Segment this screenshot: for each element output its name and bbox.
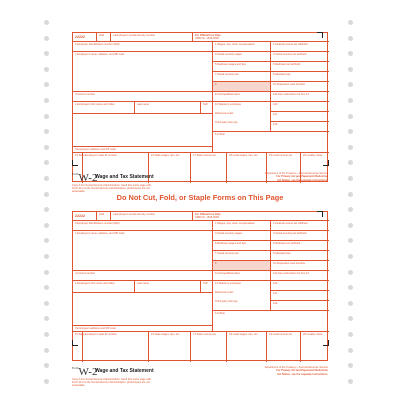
box3-label: 3 Social security wages [215, 232, 243, 235]
registration-mark [72, 340, 78, 346]
tractor-feed-hole [44, 160, 49, 165]
tractor-feed-hole [348, 238, 353, 243]
tractor-feed-hole [44, 51, 49, 56]
tractor-feed-hole [348, 129, 353, 134]
box12c-label: 12c [273, 292, 278, 295]
box16-label: 16 State wages, tips, etc. [151, 154, 180, 157]
box17-field[interactable] [191, 332, 227, 362]
box14-field[interactable] [213, 311, 329, 332]
void-label: Void [99, 34, 105, 37]
box17-label: 17 State income tax [193, 154, 216, 157]
box11-label: 11 Nonqualified plans [215, 272, 240, 275]
box1-field[interactable] [213, 221, 271, 231]
ein-label: b Employer identification number (EIN) [75, 43, 120, 46]
last-name-label: Last name [137, 282, 150, 285]
box20-field[interactable] [301, 332, 329, 362]
box8-label: 8 Allocated tips [273, 252, 291, 255]
tractor-feed-hole [348, 348, 353, 353]
box12b-label: 12b [273, 282, 278, 285]
w2-logo [72, 366, 97, 378]
box10-field[interactable] [271, 261, 329, 271]
box10-label: 10 Dependent care benefits [273, 83, 305, 86]
box20-label: 20 Locality name [303, 154, 323, 157]
form-footer-2 [72, 363, 328, 385]
box12d-label: 12d [273, 123, 278, 126]
control-number-label: d Control number [75, 93, 96, 96]
form-code-cell [73, 33, 97, 42]
wage-tax-statement-title: Wage and Tax Statement [95, 368, 154, 374]
w2-logo [72, 172, 97, 184]
box19-field[interactable] [267, 332, 301, 362]
box13-field [213, 102, 271, 132]
ein-label: b Employer identification number (EIN) [75, 222, 120, 225]
box12a-label: 12a See instructions for box 12 [273, 272, 309, 275]
box4-label: 4 Social security tax withheld [273, 232, 307, 235]
registration-mark [323, 160, 329, 166]
omb-number: OMB No. 1545-0008 [195, 37, 219, 40]
tractor-feed-hole [348, 36, 353, 41]
tractor-feed-hole [44, 82, 49, 87]
last-name-field[interactable] [135, 102, 201, 114]
tractor-feed-hole [44, 238, 49, 243]
box12a-field[interactable] [271, 271, 329, 281]
sick-pay-label: Third-party sick pay [215, 300, 238, 303]
copy-a-note [72, 184, 162, 193]
ssn-label: a Employee's social security number [113, 213, 156, 216]
employer-state-id-label: Employer's state ID number [85, 154, 117, 157]
tractor-feed-hole [348, 98, 353, 103]
registration-mark [323, 340, 329, 346]
tractor-feed-hole [348, 20, 353, 25]
tractor-feed-hole [348, 176, 353, 181]
box19-label: 19 Local income tax [269, 154, 293, 157]
box5-field[interactable] [213, 62, 271, 72]
box9-label: 9 [215, 83, 217, 86]
box1-label: 1 Wages, tips, other compensation [215, 222, 255, 225]
box6-label: 6 Medicare tax withheld [273, 63, 301, 66]
box7-field[interactable] [213, 72, 271, 82]
tractor-feed-hole [348, 285, 353, 290]
tractor-feed-hole [348, 207, 353, 212]
official-use-cell [193, 33, 329, 42]
suffix-field[interactable] [201, 281, 213, 293]
copy-a-line-2: Form W-3 to the Social Security Administration; photocopies are not acceptable. [72, 381, 150, 387]
box14-label: 14 Other [215, 312, 226, 315]
box13-label: 13 Statutory employee [215, 282, 241, 285]
tractor-feed-hole [44, 36, 49, 41]
tractor-feed-hole [348, 160, 353, 165]
tractor-feed-hole [44, 67, 49, 72]
department-line: Department of the Treasury—Internal Revenue Service [264, 366, 328, 369]
box15-label: 15 State [75, 333, 85, 336]
tractor-feed-hole [348, 270, 353, 275]
box7-field[interactable] [213, 251, 271, 261]
tractor-feed-hole [44, 363, 49, 368]
tractor-feed-hole [348, 145, 353, 150]
box6-label: 6 Medicare tax withheld [273, 242, 301, 245]
ein-field[interactable] [73, 42, 213, 52]
box9-field [213, 82, 271, 92]
department-note [233, 172, 328, 182]
form-word: Form [72, 172, 79, 176]
suffix-label: Suff. [203, 103, 209, 106]
box8-label: 8 Allocated tips [273, 73, 291, 76]
ssn-field[interactable] [111, 33, 193, 42]
box16-field[interactable] [149, 332, 191, 362]
void-cell[interactable] [97, 212, 111, 221]
tractor-feed-hole [44, 176, 49, 181]
tractor-feed-hole [348, 379, 353, 384]
box15-state-field[interactable] [73, 332, 83, 362]
void-label: Void [99, 213, 105, 216]
left-tractor-strip [36, 12, 56, 392]
tractor-feed-hole [44, 129, 49, 134]
box20-label: 20 Locality name [303, 333, 323, 336]
box9-field [213, 261, 271, 271]
last-name-field[interactable] [135, 281, 201, 293]
box13-field [213, 281, 271, 311]
box1-field[interactable] [213, 42, 271, 52]
privacy-line: For Privacy Act and Paperwork Reduction [276, 175, 328, 179]
box3-field[interactable] [213, 52, 271, 62]
tractor-feed-hole [348, 223, 353, 228]
box12c-field[interactable] [271, 291, 329, 301]
form-footer-1 [72, 169, 328, 191]
form-code-cell [73, 212, 97, 221]
tractor-feed-hole [44, 114, 49, 119]
copy-a-note [72, 378, 162, 387]
box12a-field[interactable] [271, 92, 329, 102]
suffix-field[interactable] [201, 102, 213, 114]
tractor-feed-hole [348, 82, 353, 87]
copy-a-line-1: Copy A For Social Security Administration. Send this entire page with [72, 184, 152, 187]
box3-label: 3 Social security wages [215, 53, 243, 56]
control-number-field[interactable] [73, 271, 213, 281]
suffix-label: Suff. [203, 282, 209, 285]
box2-field[interactable] [271, 42, 329, 52]
box16-label: 16 State wages, tips, etc. [151, 333, 180, 336]
box3-field[interactable] [213, 231, 271, 241]
tractor-feed-hole [44, 207, 49, 212]
box18-label: 18 Local wages, tips, etc. [229, 333, 259, 336]
w2-form-copy-1 [72, 32, 328, 182]
form-code: 22222 [75, 35, 85, 39]
official-use-label: For Official Use Only [195, 213, 221, 216]
employer-name-label: c Employer's name, address, and ZIP code [75, 53, 125, 56]
box11-field[interactable] [213, 92, 271, 102]
tractor-feed-hole [348, 67, 353, 72]
employer-state-id-field[interactable] [83, 332, 149, 362]
w2-form-copy-2 [72, 211, 328, 361]
retirement-plan-label: Retirement plan [215, 291, 234, 294]
box12d-field[interactable] [271, 122, 329, 132]
do-not-cut-banner: Do Not Cut, Fold, or Staple Forms on This Page [116, 193, 284, 202]
tractor-feed-hole [44, 223, 49, 228]
box12b-field[interactable] [271, 102, 329, 112]
box12c-field[interactable] [271, 112, 329, 122]
box2-label: 2 Federal income tax withheld [273, 222, 308, 225]
box14-field[interactable] [213, 132, 329, 153]
box18-field[interactable] [227, 332, 267, 362]
box12b-field[interactable] [271, 281, 329, 291]
first-name-field[interactable] [73, 102, 135, 114]
tractor-feed-hole [44, 285, 49, 290]
box17-label: 17 State income tax [193, 333, 216, 336]
privacy-line: For Privacy Act and Paperwork Reduction [276, 369, 328, 373]
sick-pay-label: Third-party sick pay [215, 121, 238, 124]
ssn-label: a Employee's social security number [113, 34, 156, 37]
box1-label: 1 Wages, tips, other compensation [215, 43, 255, 46]
box8-field[interactable] [271, 251, 329, 261]
box5-label: 5 Medicare wages and tips [215, 242, 246, 245]
tractor-feed-hole [348, 363, 353, 368]
box7-label: 7 Social security tips [215, 252, 239, 255]
box14-label: 14 Other [215, 133, 226, 136]
ssn-field[interactable] [111, 212, 193, 221]
box13-label: 13 Statutory employee [215, 103, 241, 106]
box19-label: 19 Local income tax [269, 333, 293, 336]
box12a-label: 12a See instructions for box 12 [273, 93, 309, 96]
box4-label: 4 Social security tax withheld [273, 53, 307, 56]
tractor-feed-hole [44, 348, 49, 353]
box2-label: 2 Federal income tax withheld [273, 43, 308, 46]
box11-field[interactable] [213, 271, 271, 281]
tractor-feed-hole [44, 20, 49, 25]
tractor-feed-hole [348, 332, 353, 337]
first-name-field[interactable] [73, 281, 135, 293]
w2-label: W-2 [78, 366, 98, 378]
tractor-feed-hole [348, 316, 353, 321]
box11-label: 11 Nonqualified plans [215, 93, 240, 96]
tractor-feed-hole [348, 254, 353, 259]
w2-label: W-2 [78, 172, 98, 184]
employee-address-field[interactable] [73, 114, 213, 147]
act-notice-line: Act Notice, see the separate instructions. [277, 178, 328, 182]
box5-field[interactable] [213, 241, 271, 251]
tractor-feed-hole [44, 98, 49, 103]
form-code: 22222 [75, 214, 85, 218]
control-number-label: d Control number [75, 272, 96, 275]
act-notice-line: Act Notice, see the separate instructions. [277, 372, 328, 376]
official-use-label: For Official Use Only [195, 34, 221, 37]
ein-field[interactable] [73, 221, 213, 231]
box4-field[interactable] [271, 231, 329, 241]
copy-a-line-2: Form W-3 to the Social Security Administration; photocopies are not acceptable. [72, 187, 150, 193]
omb-number: OMB No. 1545-0008 [195, 216, 219, 219]
tractor-feed-hole [44, 379, 49, 384]
employee-address-field[interactable] [73, 293, 213, 326]
box2-field[interactable] [271, 221, 329, 231]
employer-name-field[interactable] [73, 52, 213, 92]
employee-address-label: f Employee's address and ZIP code [75, 327, 116, 330]
box6-field[interactable] [271, 241, 329, 251]
box15-label: 15 State [75, 154, 85, 157]
box10-field[interactable] [271, 82, 329, 92]
box6-field[interactable] [271, 62, 329, 72]
employer-state-id-label: Employer's state ID number [85, 333, 117, 336]
form-word: Form [72, 366, 79, 370]
box18-label: 18 Local wages, tips, etc. [229, 154, 259, 157]
tractor-feed-hole [44, 145, 49, 150]
tractor-feed-hole [44, 270, 49, 275]
first-name-label: e Employee's first name and initial [75, 103, 115, 106]
box5-label: 5 Medicare wages and tips [215, 63, 246, 66]
tractor-feed-hole [44, 254, 49, 259]
first-name-label: e Employee's first name and initial [75, 282, 115, 285]
employee-address-label: f Employee's address and ZIP code [75, 148, 116, 151]
last-name-label: Last name [137, 103, 150, 106]
box12d-label: 12d [273, 302, 278, 305]
tractor-feed-hole [44, 332, 49, 337]
copy-a-line-1: Copy A For Social Security Administration. Send this entire page with [72, 378, 152, 381]
department-note [233, 366, 328, 376]
employer-name-field[interactable] [73, 231, 213, 271]
box10-label: 10 Dependent care benefits [273, 262, 305, 265]
tractor-feed-hole [44, 301, 49, 306]
tractor-feed-hole [348, 114, 353, 119]
box4-field[interactable] [271, 52, 329, 62]
official-use-cell [193, 212, 329, 221]
wage-tax-statement-title: Wage and Tax Statement [95, 174, 154, 180]
box8-field[interactable] [271, 72, 329, 82]
box7-label: 7 Social security tips [215, 73, 239, 76]
department-line: Department of the Treasury—Internal Revenue Service [264, 172, 328, 175]
void-cell[interactable] [97, 33, 111, 42]
box9-label: 9 [215, 262, 217, 265]
registration-mark [317, 32, 323, 38]
box12d-field[interactable] [271, 301, 329, 311]
registration-mark [317, 211, 323, 217]
employer-name-label: c Employer's name, address, and ZIP code [75, 232, 125, 235]
tractor-feed-hole [348, 301, 353, 306]
right-tractor-strip [340, 12, 360, 392]
retirement-plan-label: Retirement plan [215, 112, 234, 115]
registration-mark [72, 160, 78, 166]
tractor-feed-hole [44, 316, 49, 321]
box12c-label: 12c [273, 113, 278, 116]
control-number-field[interactable] [73, 92, 213, 102]
tractor-feed-hole [348, 51, 353, 56]
box12b-label: 12b [273, 103, 278, 106]
